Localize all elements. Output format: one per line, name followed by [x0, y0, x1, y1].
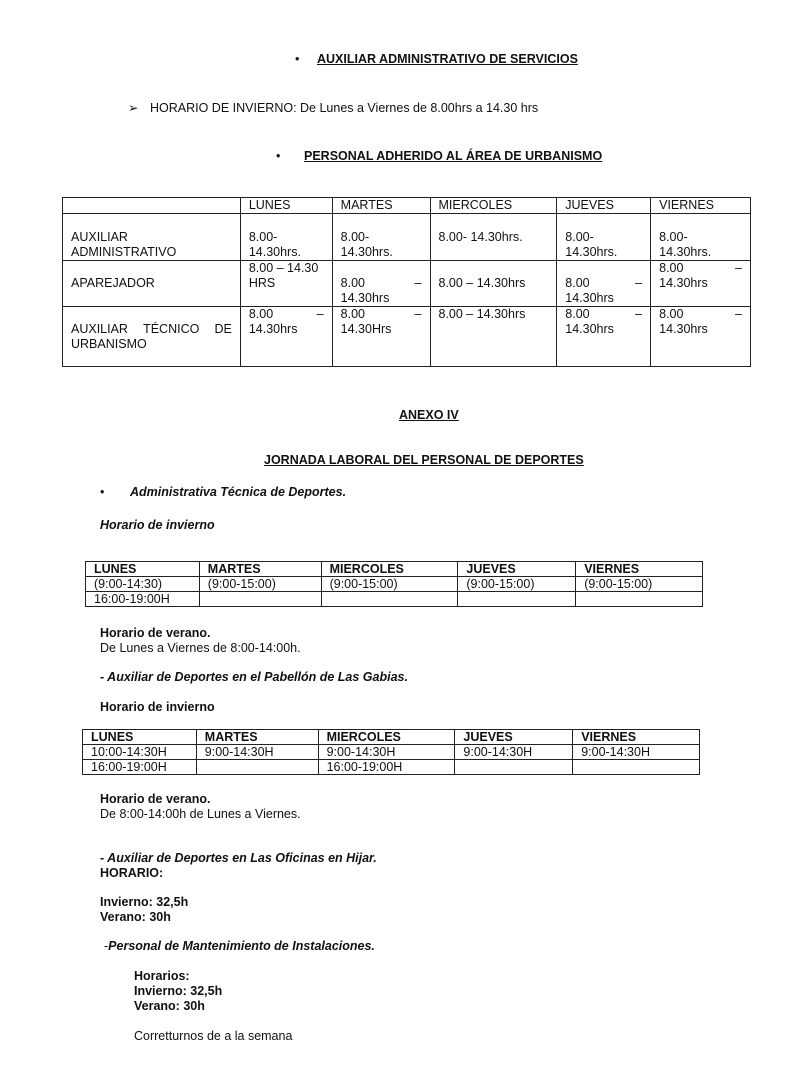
heading-auxiliar-administrativo: [295, 52, 578, 66]
cell-martes: [332, 307, 430, 367]
table-cell: [199, 592, 321, 607]
bullet-icon: •: [100, 485, 105, 499]
cell-value: 8.00: [248, 307, 274, 321]
heading-personal-urbanismo: [276, 149, 602, 163]
cell-lunes: [240, 261, 332, 307]
cell-line: 14.30hrs: [659, 322, 708, 336]
row-label-line: URBANISMO: [71, 337, 147, 351]
row-label-line: ADMINISTRATIVO: [71, 245, 177, 259]
table-row: [63, 307, 751, 367]
table-cell: [321, 592, 458, 607]
cell-line: [565, 276, 642, 291]
dash: –: [635, 276, 643, 290]
row-label-line: AUXILIAR: [71, 230, 128, 244]
pabellon-heading: - Auxiliar de Deportes en el Pabellón de Las Gabias.: [100, 670, 408, 684]
header-cell: MARTES: [332, 198, 430, 214]
heading-text: Administrativa Técnica de Deportes.: [130, 485, 347, 499]
table-cell: (9:00-15:00): [321, 577, 458, 592]
cell-lunes: [240, 307, 332, 367]
header-cell: VIERNES: [573, 730, 700, 745]
dash: –: [735, 261, 742, 275]
table-cell: 9:00-14:30H: [573, 745, 700, 760]
urbanismo-schedule-table: [62, 197, 751, 367]
table-row: [63, 261, 751, 307]
cell-line: [341, 307, 422, 322]
dash: –: [316, 307, 324, 321]
table-row: [83, 745, 700, 760]
cell-miercoles: 8.00 – 14.30hrs: [430, 307, 557, 367]
header-cell: JUEVES: [458, 562, 576, 577]
verano-block-2: [100, 792, 301, 822]
cell-line: 8.00-: [565, 230, 594, 244]
cell-line: 8.00 – 14.30: [248, 261, 319, 275]
cell-line: [249, 307, 324, 322]
verano-text: De 8:00-14:00h de Lunes a Viernes.: [100, 807, 301, 821]
header-cell: MARTES: [196, 730, 318, 745]
pabellon-schedule-table: [82, 729, 700, 775]
horario-invierno-line: [128, 100, 538, 115]
table-row: [86, 577, 703, 592]
cell-line: 14.30hrs: [659, 276, 708, 290]
cell-viernes: [651, 214, 751, 261]
cell-jueves: [557, 261, 651, 307]
header-cell: MIERCOLES: [318, 730, 455, 745]
verano-title: Horario de verano.: [100, 792, 211, 806]
cell-line: 14.30hrs.: [248, 245, 301, 259]
header-cell: LUNES: [83, 730, 197, 745]
header-cell: JUEVES: [557, 198, 651, 214]
mantenimiento-hours-block: [134, 969, 222, 1014]
horario-label: HORARIO:: [100, 866, 164, 880]
horarios-label: Horarios:: [134, 969, 190, 983]
cell-line: 14.30hrs.: [340, 245, 393, 259]
invierno-hours: Invierno: 32,5h: [134, 984, 223, 998]
cell-value: 8.00: [659, 307, 684, 321]
cell-martes: [332, 261, 430, 307]
admin-tecnica-schedule-table: [85, 561, 703, 607]
header-cell: MIERCOLES: [430, 198, 557, 214]
mantenimiento-heading: [104, 939, 375, 953]
cell-line: 14.30hrs: [248, 322, 298, 336]
word: DE: [214, 322, 232, 336]
cell-viernes: [651, 261, 751, 307]
horario-invierno-text: HORARIO DE INVIERNO: De Lunes a Viernes de 8.00hrs a 14.30 hrs: [150, 101, 539, 115]
table-cell: 16:00-19:00H: [318, 760, 455, 775]
cell-line: 8.00-: [340, 230, 370, 244]
row-label: [63, 214, 241, 261]
admin-tecnica-heading: [100, 485, 346, 499]
verano-block-1: [100, 626, 301, 656]
horario-invierno-label-2: Horario de invierno: [100, 700, 215, 714]
cell-martes: [332, 214, 430, 261]
hours-block: [100, 895, 188, 925]
cell-line: 8.00-: [659, 230, 688, 244]
verano-hours: Verano: 30h: [134, 999, 205, 1013]
bullet-icon: •: [276, 149, 281, 163]
table-row: [83, 760, 700, 775]
table-cell: 10:00-14:30H: [83, 745, 197, 760]
table-cell: 9:00-14:30H: [318, 745, 455, 760]
cell-line: 8.00-: [248, 230, 278, 244]
table-header-row: [83, 730, 700, 745]
cell-line: [659, 307, 742, 322]
verano-hours: Verano: 30h: [100, 910, 171, 924]
cell-lunes: [240, 214, 332, 261]
cell-value: 8.00: [659, 261, 684, 275]
header-cell: LUNES: [240, 198, 332, 214]
cell-line: [565, 307, 642, 322]
bullet-icon: •: [295, 52, 300, 66]
cell-line: HRS: [248, 276, 276, 290]
table-cell: [196, 760, 318, 775]
table-cell: 9:00-14:30H: [196, 745, 318, 760]
dash: –: [414, 307, 422, 321]
cell-line: 14.30hrs: [565, 291, 614, 305]
heading-text: PERSONAL ADHERIDO AL ÁREA DE URBANISMO: [304, 149, 603, 163]
cell-line: [341, 276, 422, 291]
cell-value: 8.00: [340, 276, 366, 290]
word: TÉCNICO: [143, 322, 200, 336]
cell-line: 14.30hrs.: [659, 245, 712, 259]
invierno-hours: Invierno: 32,5h: [100, 895, 189, 909]
table-cell: [458, 592, 576, 607]
table-header-row: [86, 562, 703, 577]
word: AUXILIAR: [71, 322, 128, 336]
table-cell: [576, 592, 703, 607]
cell-miercoles: [430, 214, 557, 261]
row-label: [63, 307, 241, 367]
heading-text: AUXILIAR ADMINISTRATIVO DE SERVICIOS: [317, 52, 578, 66]
table-cell: 9:00-14:30H: [455, 745, 573, 760]
header-cell: LUNES: [86, 562, 200, 577]
table-cell: (9:00-15:00): [458, 577, 576, 592]
table-header-row: [63, 198, 751, 214]
table-cell: (9:00-15:00): [199, 577, 321, 592]
cell-value: 8.00: [340, 307, 366, 321]
header-cell-empty: [63, 198, 241, 214]
oficinas-heading: - Auxiliar de Deportes en Las Oficinas en Hijar.: [100, 851, 377, 865]
corretunos-text: Corretturnos de a la semana: [134, 1029, 293, 1043]
annex-subtitle: JORNADA LABORAL DEL PERSONAL DE DEPORTES: [264, 453, 584, 467]
table-cell: 16:00-19:00H: [86, 592, 200, 607]
annex-title: ANEXO IV: [399, 408, 459, 422]
oficinas-block: [100, 851, 377, 881]
header-cell: MARTES: [199, 562, 321, 577]
cell-viernes: [651, 307, 751, 367]
heading-text: Personal de Mantenimiento de Instalaciones.: [108, 939, 375, 953]
dash: –: [635, 307, 643, 321]
table-cell: 16:00-19:00H: [83, 760, 197, 775]
table-cell: (9:00-14:30): [86, 577, 200, 592]
header-cell: MIERCOLES: [321, 562, 458, 577]
cell-value: 8.00: [565, 276, 590, 290]
verano-title: Horario de verano.: [100, 626, 211, 640]
row-label-line: [71, 322, 232, 337]
verano-text: De Lunes a Viernes de 8:00-14:00h.: [100, 641, 301, 655]
cell-line: 14.30hrs: [340, 291, 390, 305]
dash: –: [414, 276, 422, 290]
cell-line: [659, 261, 742, 276]
cell-line: 14.30hrs: [565, 322, 614, 336]
header-cell: VIERNES: [651, 198, 751, 214]
row-label: APAREJADOR: [63, 261, 241, 307]
horario-invierno-label: Horario de invierno: [100, 518, 215, 532]
cell-jueves: [557, 307, 651, 367]
table-cell: [573, 760, 700, 775]
cell-line: 14.30hrs.: [565, 245, 618, 259]
table-cell: [455, 760, 573, 775]
table-row: [63, 214, 751, 261]
cell-line: 8.00- 14.30hrs.: [438, 230, 523, 244]
cell-line: 14.30Hrs: [340, 322, 392, 336]
cell-miercoles: 8.00 – 14.30hrs: [430, 261, 557, 307]
dash: -: [104, 939, 109, 953]
table-row: [86, 592, 703, 607]
header-cell: VIERNES: [576, 562, 703, 577]
table-cell: (9:00-15:00): [576, 577, 703, 592]
cell-value: 8.00: [565, 307, 590, 321]
dash: –: [735, 307, 742, 321]
arrow-bullet-icon: ➢: [128, 101, 139, 115]
header-cell: JUEVES: [455, 730, 573, 745]
cell-jueves: [557, 214, 651, 261]
